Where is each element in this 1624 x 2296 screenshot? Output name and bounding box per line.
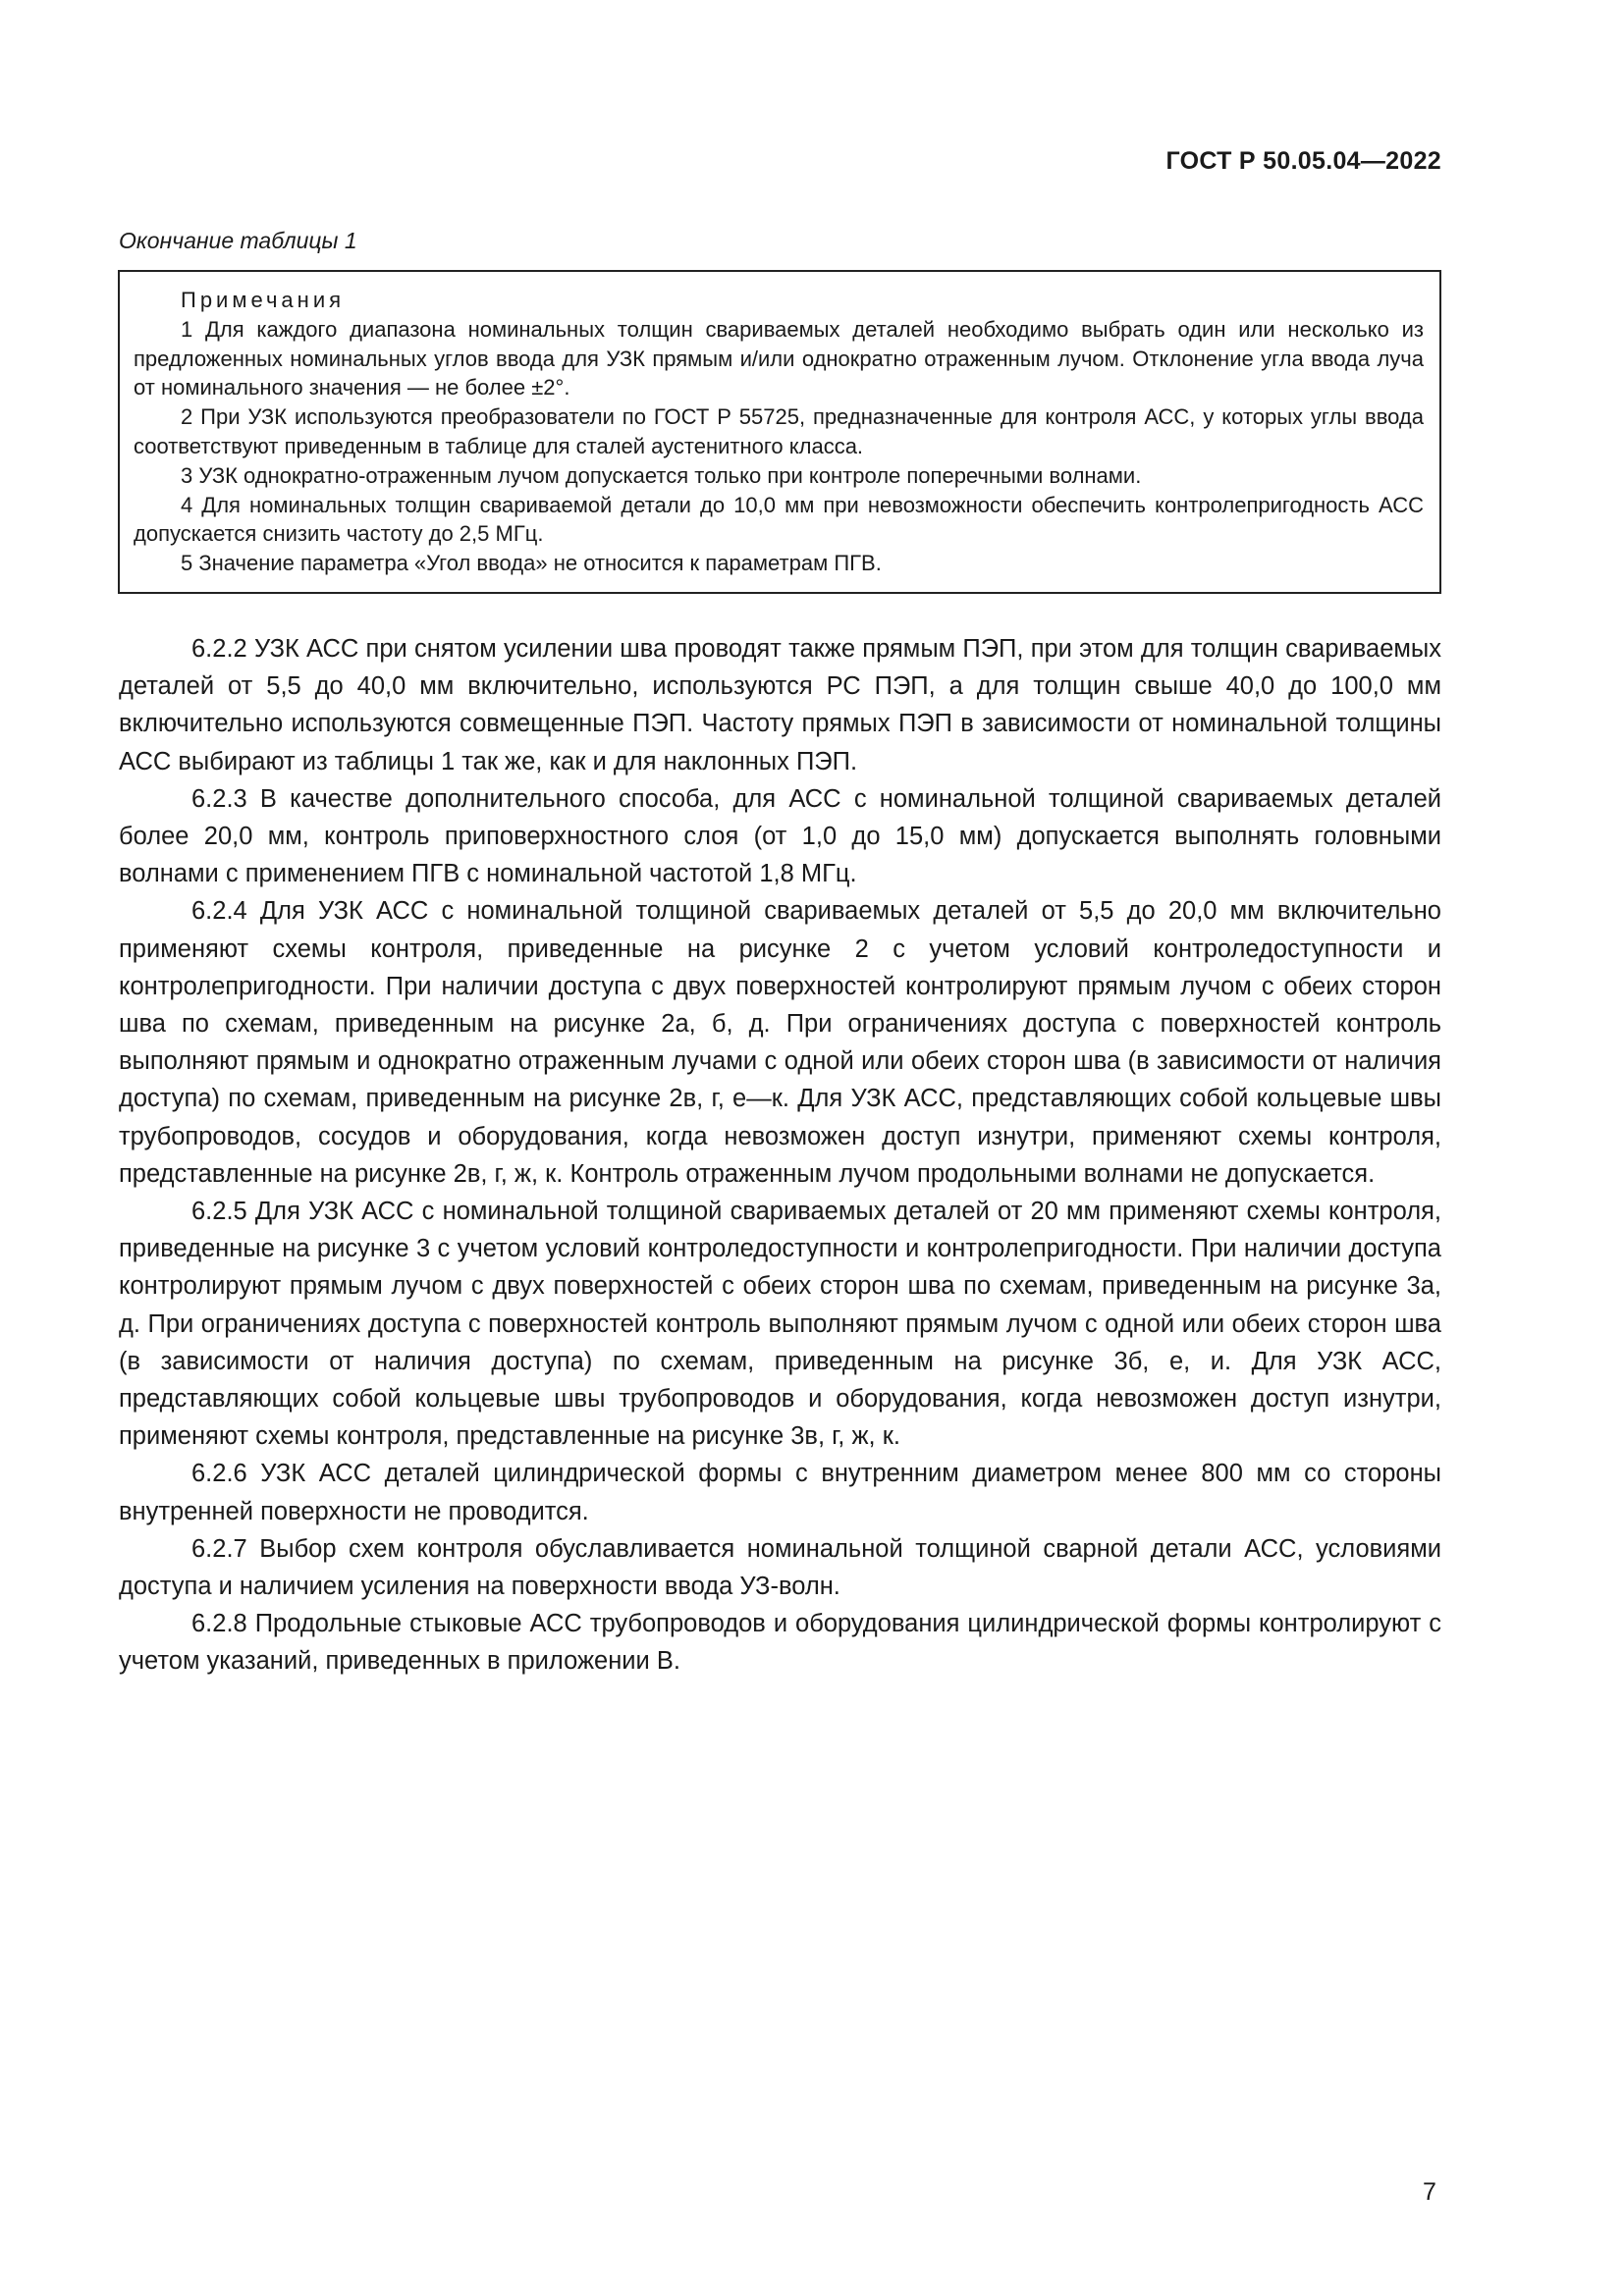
paragraph-6-2-2: 6.2.2 УЗК АСС при снятом усилении шва проводят также прямым ПЭП, при этом для толщин свариваемых деталей от 5,5 до 40,0 мм включительно, используются РС ПЭП, а для толщин свыше 40,0 до 100,0 мм включительно используются совмещенные ПЭП. Частоту прямых ПЭП в зависимости от номинальной толщины АСС выбирают из таблицы 1 так же, как и для наклонных ПЭП. — [119, 635, 1441, 775]
paragraph-6-2-5: 6.2.5 Для УЗК АСС с номинальной толщиной свариваемых деталей от 20 мм применяют схемы контроля, приведенные на рисунке 3 с учетом условий контроледоступности и контролепригодности. При наличии доступа контролируют прямым лучом с двух поверхностей с обеих сторон шва по схемам, приведенным на рисунке 3а, д. При ограничениях доступа с поверхностей контроль выполняют прямым лучом с одной или обеих сторон шва (в зависимости от наличия доступа) по схемам, приведенным на рисунке 3б, е, и. Для УЗК АСС, представляющих собой кольцевые швы трубопроводов и оборудования, когда невозможен доступ изнутри, применяют схемы контроля, представленные на рисунке 3в, г, ж, к. — [119, 1198, 1441, 1451]
document-code: ГОСТ Р 50.05.04—2022 — [1165, 147, 1441, 175]
paragraph-6-2-8: 6.2.8 Продольные стыковые АСС трубопроводов и оборудования цилиндрической формы контролируют с учетом указаний, приведенных в приложении В. — [119, 1610, 1441, 1676]
paragraph-6-2-7: 6.2.7 Выбор схем контроля обуславливается номинальной толщиной сварной детали АСС, условиями доступа и наличием усиления на поверхности ввода УЗ-волн. — [119, 1534, 1441, 1601]
body-text — [119, 630, 1441, 1681]
note-item: 4 Для номинальных толщин свариваемой детали до 10,0 мм при невозможности обеспечить контролепригодность АСС допускается снизить частоту до 2,5 МГц. — [134, 492, 1424, 547]
note-item: 1 Для каждого диапазона номинальных толщин свариваемых деталей необходимо выбрать один или несколько из предложенных номинальных углов ввода для УЗК прямым и/или однократно отраженным лучом. Отклонение угла ввода луча от номинального значения — не более ±2°. — [134, 316, 1424, 400]
page-number: 7 — [1423, 2178, 1436, 2206]
table-notes-box — [118, 270, 1441, 594]
note-item: 2 При УЗК используются преобразователи по ГОСТ Р 55725, предназначенные для контроля АСС, у которых углы ввода соответствуют приведенным в таблице для сталей аустенитного класса. — [134, 404, 1424, 458]
paragraph-6-2-6: 6.2.6 УЗК АСС деталей цилиндрической формы с внутренним диаметром менее 800 мм со стороны внутренней поверхности не проводится. — [119, 1460, 1441, 1525]
note-item: 3 УЗК однократно-отраженным лучом допускается только при контроле поперечными волнами. — [181, 462, 1142, 488]
notes-title: Примечания — [181, 288, 346, 312]
paragraph-6-2-4: 6.2.4 Для УЗК АСС с номинальной толщиной свариваемых деталей от 5,5 до 20,0 мм включительно применяют схемы контроля, приведенные на рисунке 2 с учетом условий контроледоступности и контролепригодности. При наличии доступа с двух поверхностей контролируют прямым лучом с обеих сторон шва по схемам, приведенным на рисунке 2а, б, д. При ограничениях доступа с поверхностей контроль выполняют прямым и однократно отраженным лучами с одной или обеих сторон шва (в зависимости от наличия доступа) по схемам, приведенным на рисунке 2в, г, е—к. Для УЗК АСС, представляющих собой кольцевые швы трубопроводов, сосудов и оборудования, когда невозможен доступ изнутри, применяют схемы контроля, представленные на рисунке 2в, г, ж, к. Контроль отраженным лучом продольными волнами не допускается. — [119, 897, 1441, 1188]
note-item: 5 Значение параметра «Угол ввода» не относится к параметрам ПГВ. — [181, 551, 882, 576]
table-continuation-caption: Окончание таблицы 1 — [119, 228, 357, 253]
paragraph-6-2-3: 6.2.3 В качестве дополнительного способа, для АСС с номинальной толщиной свариваемых деталей более 20,0 мм, контроль приповерхностного слоя (от 1,0 до 15,0 мм) допускается выполнять головными волнами с применением ПГВ с номинальной частотой 1,8 МГц. — [119, 784, 1441, 888]
